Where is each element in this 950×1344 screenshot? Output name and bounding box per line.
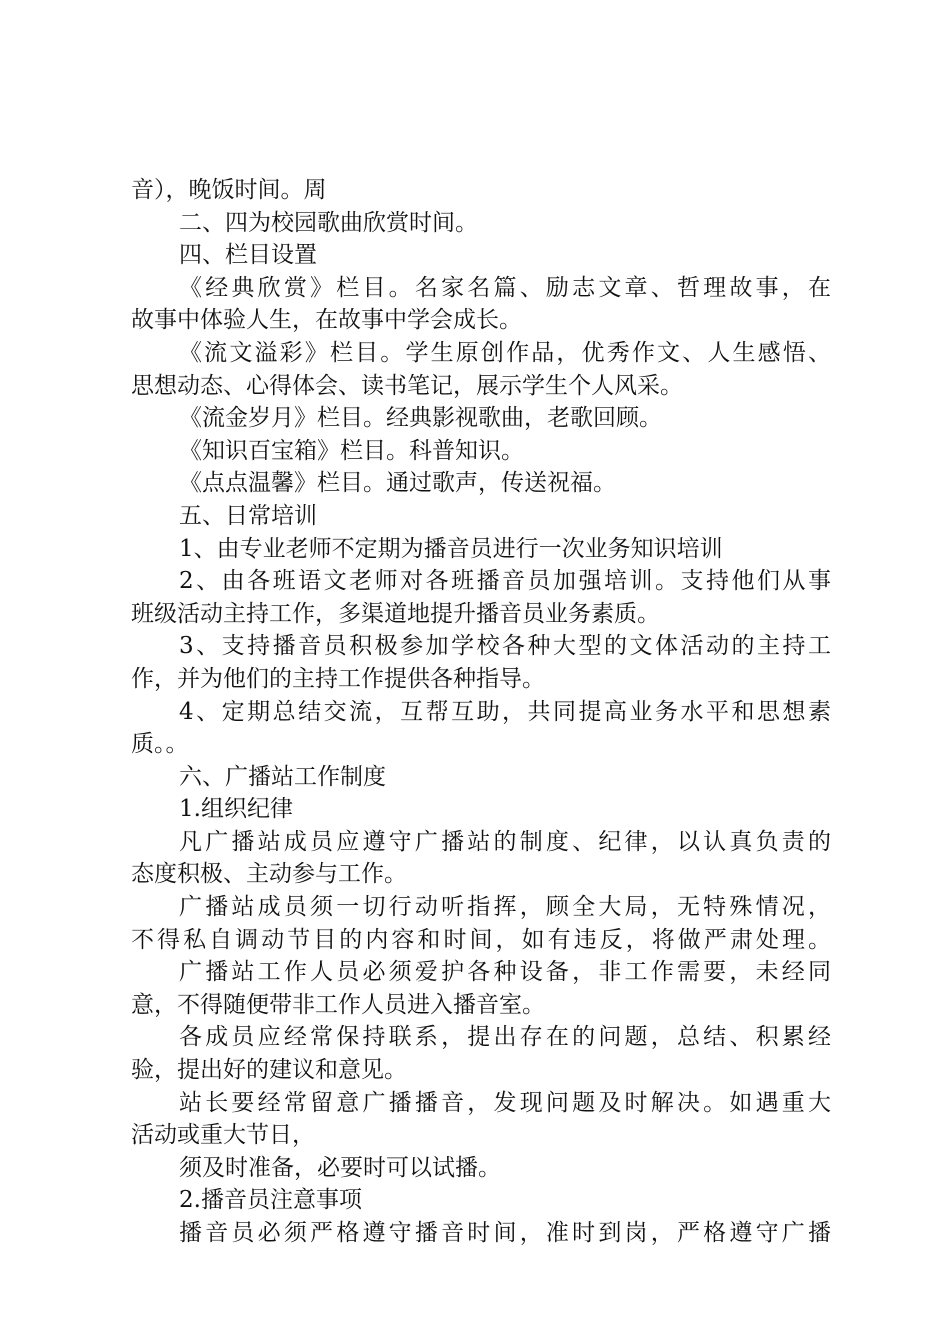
document-line: 活动或重大节日，	[131, 1122, 315, 1149]
document-line: 播音员必须严格遵守播音时间，准时到岗，严格遵守广播	[179, 1220, 831, 1246]
document-line: 二、四为校园歌曲欣赏时间。	[179, 209, 478, 236]
document-line: 思想动态、心得体会、读书笔记，展示学生个人风采。	[131, 372, 683, 399]
document-line: 广播站工作人员必须爱护各种设备，非工作需要，未经同	[179, 959, 831, 986]
document-line: 《经典欣赏》栏目。名家名篇、励志文章、哲理故事，在	[179, 274, 831, 301]
document-line: 《流文溢彩》栏目。学生原创作品，优秀作文、人生感悟、	[179, 339, 831, 366]
document-line: 意，不得随便带非工作人员进入播音室。	[131, 991, 545, 1018]
document-line: 态度积极、主动参与工作。	[131, 861, 407, 888]
document-line: 2.播音员注意事项	[179, 1187, 362, 1214]
document-line: 1.组织纪律	[179, 796, 293, 823]
document-line: 站长要经常留意广播播音，发现问题及时解决。如遇重大	[179, 1089, 831, 1116]
document-line: 3、支持播音员积极参加学校各种大型的文体活动的主持工	[179, 633, 831, 660]
document-line: 不得私自调动节目的内容和时间，如有违反，将做严肃处理。	[131, 926, 831, 953]
document-line: 广播站成员须一切行动听指挥，顾全大局，无特殊情况，	[179, 894, 831, 921]
document-line: 班级活动主持工作，多渠道地提升播音员业务素质。	[131, 600, 660, 627]
document-line: 六、广播站工作制度	[179, 763, 386, 790]
document-line: 《知识百宝箱》栏目。科普知识。	[179, 437, 524, 464]
document-line: 四、栏目设置	[179, 242, 317, 269]
document-line: 验，提出好的建议和意见。	[131, 1057, 407, 1084]
document-line: 故事中体验人生，在故事中学会成长。	[131, 307, 522, 334]
document-line: 须及时准备，必要时可以试播。	[179, 1154, 501, 1181]
document-line: 音），晚饭时间。周	[131, 177, 327, 203]
document-line: 作，并为他们的主持工作提供各种指导。	[131, 665, 545, 692]
document-line: 《流金岁月》栏目。经典影视歌曲，老歌回顾。	[179, 405, 662, 432]
document-line: 4、定期总结交流，互帮互助，共同提高业务水平和思想素	[179, 698, 831, 725]
document-line: 《点点温馨》栏目。通过歌声，传送祝福。	[179, 470, 616, 497]
document-line: 2、由各班语文老师对各班播音员加强培训。支持他们从事	[179, 568, 831, 595]
document-line: 五、日常培训	[179, 502, 317, 529]
document-line: 各成员应经常保持联系，提出存在的问题，总结、积累经	[179, 1024, 831, 1051]
document-line: 1、由专业老师不定期为播音员进行一次业务知识培训	[179, 535, 723, 562]
document-line: 凡广播站成员应遵守广播站的制度、纪律，以认真负责的	[179, 828, 831, 855]
document-body	[131, 174, 831, 1250]
document-line: 质。。	[131, 731, 189, 758]
